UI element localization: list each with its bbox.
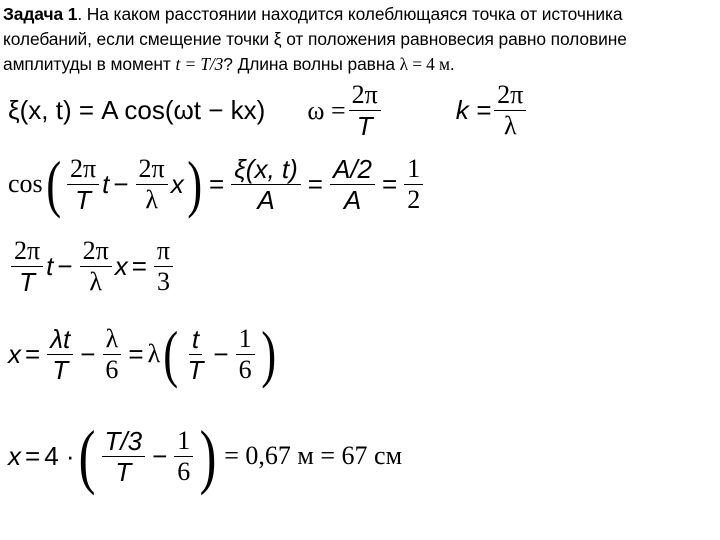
problem-line-3-text-b: ? Длина волны равна [223, 54, 400, 74]
equation-1 [8, 80, 568, 141]
eq2-fraction-3 [231, 154, 301, 215]
eq4-right-paren: ) [260, 318, 276, 389]
wavelength-value: λ = 4 м [399, 54, 450, 74]
eq4-equals-2: = [128, 338, 144, 369]
problem-line-1-text: . На каком расстоянии находится колеблющаяся точка от источника [77, 4, 623, 24]
eq2-equals-3: = [382, 168, 398, 199]
k-denominator: λ [503, 111, 517, 140]
problem-line-3-end: . [449, 54, 455, 74]
eq2-f3-num: ξ(x, t) [234, 153, 298, 184]
equation-5 [8, 416, 428, 496]
eq2-fraction-2 [136, 154, 168, 215]
eq2-equals-1: = [209, 168, 225, 199]
eq4-f1-num: λt [50, 323, 71, 354]
k-numerator: 2π [494, 80, 526, 111]
eq3-equals: = [131, 251, 147, 281]
eq4-lhs: x [8, 338, 21, 369]
eq3-f3-den: 3 [156, 267, 170, 296]
eq2-f1-den: T [75, 184, 91, 215]
eq2-fraction-5 [404, 154, 423, 215]
omega-denominator: T [356, 111, 373, 141]
eq4-fraction-1 [47, 324, 73, 385]
equation-4 [8, 318, 308, 389]
eq3-f2-den: λ [89, 267, 102, 296]
eq4-lambda: λ [147, 339, 161, 368]
eq4-fraction-2 [102, 324, 121, 385]
eq4-f4-den: 6 [238, 354, 252, 384]
problem-statement [3, 2, 717, 77]
eq5-equals: = [25, 440, 41, 471]
eq3-fraction-3 [154, 236, 173, 297]
eq3-f3-num: π [154, 236, 173, 267]
eq5-f1-num: T/3 [104, 425, 143, 456]
eq3-var-t: t [46, 251, 54, 281]
omega-fraction [349, 80, 381, 141]
eq4-f2-num: λ [103, 324, 122, 355]
eq4-left-paren: ( [163, 318, 179, 389]
moment-value: t = T/3 [175, 54, 224, 74]
wave-equation: ξ(x, t) = A cos(ωt − kx) [8, 95, 266, 125]
problem-line-2: колебаний, если смещение точки ξ от положения равновесия равно половине [3, 29, 627, 49]
problem-label: Задача 1 [3, 4, 78, 24]
problem-line-1 [3, 2, 717, 27]
eq2-f4-num: A/2 [332, 153, 373, 184]
eq2-f5-num: 1 [404, 154, 423, 185]
equation-2 [8, 148, 428, 219]
cos-function: cos [8, 169, 43, 198]
problem-line-3-text: амплитуды в момент [3, 54, 176, 74]
eq3-fraction-1 [11, 236, 43, 297]
eq3-var-x: x [114, 251, 128, 281]
eq5-minus: − [152, 440, 168, 471]
eq4-f1-den: T [52, 354, 69, 385]
eq3-minus: − [57, 251, 73, 281]
eq4-f3-den: T [187, 354, 204, 385]
eq2-var-x: x [170, 168, 184, 199]
eq2-f2-den: λ [145, 184, 158, 214]
eq3-f2-num: 2π [80, 236, 112, 267]
eq4-minus-1: − [80, 338, 96, 369]
eq3-f1-den: T [19, 267, 36, 297]
eq5-coefficient: 4 · [44, 440, 75, 471]
eq2-f3-den: A [257, 184, 275, 215]
eq2-equals-2: = [307, 168, 323, 199]
eq3-f1-num: 2π [11, 236, 43, 267]
problem-line-3 [3, 52, 717, 77]
equation-3 [8, 236, 208, 297]
right-paren: ) [186, 148, 202, 219]
eq5-fraction-2 [174, 426, 193, 487]
eq2-f4-den: A [343, 184, 362, 215]
eq4-fraction-4 [236, 324, 255, 385]
eq5-lhs: x [8, 440, 21, 471]
k-fraction [494, 80, 526, 141]
eq4-f2-den: 6 [105, 354, 119, 384]
eq5-left-paren: ( [78, 416, 95, 496]
omega-numerator: 2π [349, 80, 381, 111]
omega-lhs: ω = [307, 95, 346, 125]
eq3-fraction-2 [80, 236, 112, 297]
eq4-fraction-3 [185, 324, 207, 385]
eq4-equals-1: = [25, 338, 41, 369]
eq5-f1-den: T [115, 456, 132, 487]
eq4-minus-2: − [213, 338, 229, 369]
eq2-f2-num: 2π [136, 154, 168, 185]
eq5-fraction-1 [102, 426, 146, 487]
eq4-f3-num: t [191, 323, 200, 354]
eq5-right-paren: ) [199, 416, 217, 496]
eq2-f1-num: 2π [67, 154, 99, 185]
eq2-var-t: t [102, 168, 110, 199]
eq2-f5-den: 2 [407, 184, 421, 214]
eq5-f2-num: 1 [174, 426, 193, 457]
left-paren: ( [45, 148, 61, 219]
eq4-f4-num: 1 [236, 324, 255, 355]
eq5-f2-den: 6 [177, 456, 191, 486]
eq2-fraction-4 [330, 154, 375, 215]
eq5-result: = 0,67 м = 67 см [224, 441, 403, 470]
eq2-minus: − [113, 168, 129, 199]
k-lhs: k = [455, 95, 492, 125]
eq2-fraction-1 [67, 154, 99, 215]
